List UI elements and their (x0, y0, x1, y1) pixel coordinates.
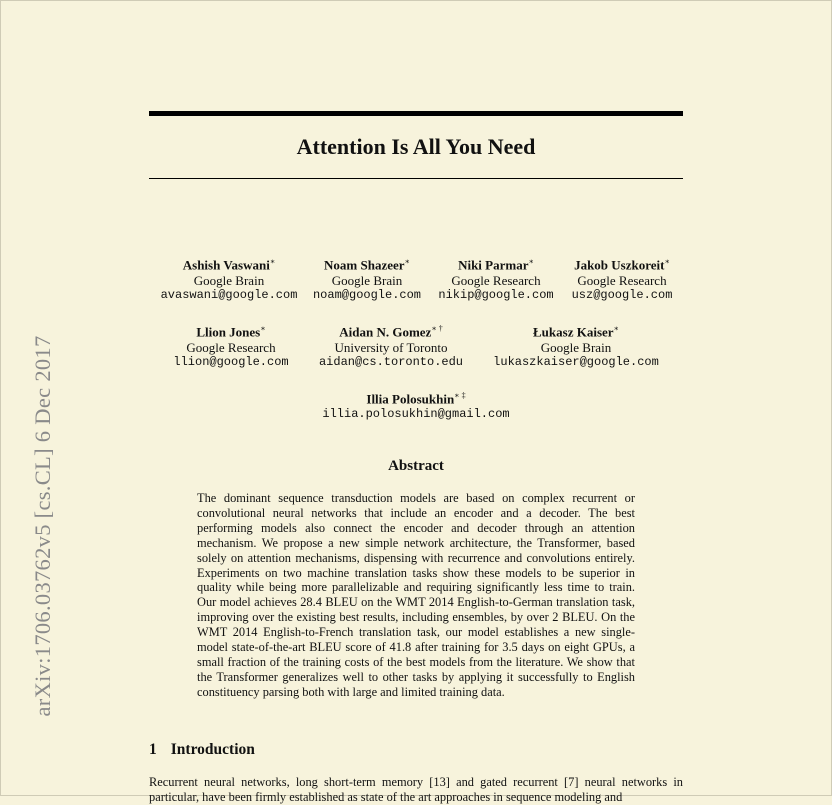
author-name: Aidan N. Gomez (339, 324, 432, 340)
author-block (322, 388, 509, 422)
section-title: Introduction (170, 741, 255, 758)
author-email: nikip@google.com (438, 288, 554, 303)
author-mark: ∗ (528, 257, 534, 266)
author-email: noam@google.com (312, 288, 422, 303)
author-block (319, 321, 463, 371)
title-top-rule (149, 111, 683, 116)
author-mark: ∗ (260, 324, 266, 333)
author-block (438, 254, 553, 304)
section-heading (149, 741, 255, 759)
author-name: Niki Parmar (458, 257, 529, 273)
abstract-heading: Abstract (388, 458, 444, 474)
paper-title: Attention Is All You Need (296, 134, 536, 159)
introduction-text: Recurrent neural networks, long short-term memory [13] and gated recurrent [7] neural networks in particular, have been firmly established as state of the art approaches in sequence modeling and (149, 775, 683, 804)
author-mark: ∗ (664, 257, 670, 266)
author-affiliation: Google Brain (540, 339, 612, 355)
author-email: usz@google.com (571, 288, 673, 303)
author-name: Llion Jones (196, 324, 261, 340)
abstract-text: The dominant sequence transduction models are based on complex recurrent or convolutional neural networks that include an encoder and a decoder. The best performing models also connect the encoder and decoder through an attention mechanism. We propose a new simple network architecture, the Transformer, based solely on attention mechanisms, dispensing with recurrence and convolutions entirely. Experiments on two machine translation tasks show these models to be superior in quality while being more parallelizable and requiring significantly less time to train. Our model achieves 28.4 BLEU on the WMT 2014 English-to-German translation task, improving over the existing best results, including ensembles, by over 2 BLEU. On the WMT 2014 English-to-French translation task, our model establishes a new single-model state-of-the-art BLEU score of 41.8 after training for 3.5 days on eight GPUs, a small fraction of the training costs of the best models from the literature. We show that the Transformer generalizes well to other tasks by applying it successfully to English constituency parsing both with large and limited training data. (197, 491, 635, 699)
section-number: 1 (149, 741, 157, 758)
author-name: Ashish Vaswani (182, 257, 270, 273)
author-affiliation: Google Research (186, 339, 276, 355)
author-block (493, 321, 659, 371)
author-affiliation: University of Toronto (334, 339, 448, 355)
author-mark: ∗ (613, 324, 619, 333)
author-block (572, 254, 673, 304)
author-block (313, 254, 421, 304)
author-email: aidan@cs.toronto.edu (318, 355, 464, 370)
author-mark: ∗ (269, 257, 276, 266)
author-block (161, 254, 298, 304)
author-email: llion@google.com (173, 355, 289, 370)
author-name: Noam Shazeer (324, 257, 405, 273)
author-affiliation: Google Research (451, 272, 541, 288)
author-block (173, 321, 288, 371)
author-name: Illia Polosukhin (366, 391, 455, 407)
author-mark: ∗ (404, 257, 410, 266)
author-mark: ∗ ‡ (454, 391, 466, 400)
author-affiliation: Google Brain (193, 272, 265, 288)
arxiv-stamp: arXiv:1706.03762v5 [cs.CL] 6 Dec 2017 (30, 335, 55, 717)
author-name: Jakob Uszkoreit (574, 257, 665, 273)
title-bottom-rule (149, 178, 683, 179)
author-email: lukaszkaiser@google.com (493, 355, 659, 370)
author-email: avaswani@google.com (160, 288, 298, 303)
author-affiliation: Google Brain (331, 272, 403, 288)
author-email: illia.polosukhin@gmail.com (322, 406, 510, 421)
author-mark: ∗ † (431, 324, 443, 333)
author-name: Łukasz Kaiser (533, 324, 614, 340)
author-affiliation: Google Research (577, 272, 667, 288)
